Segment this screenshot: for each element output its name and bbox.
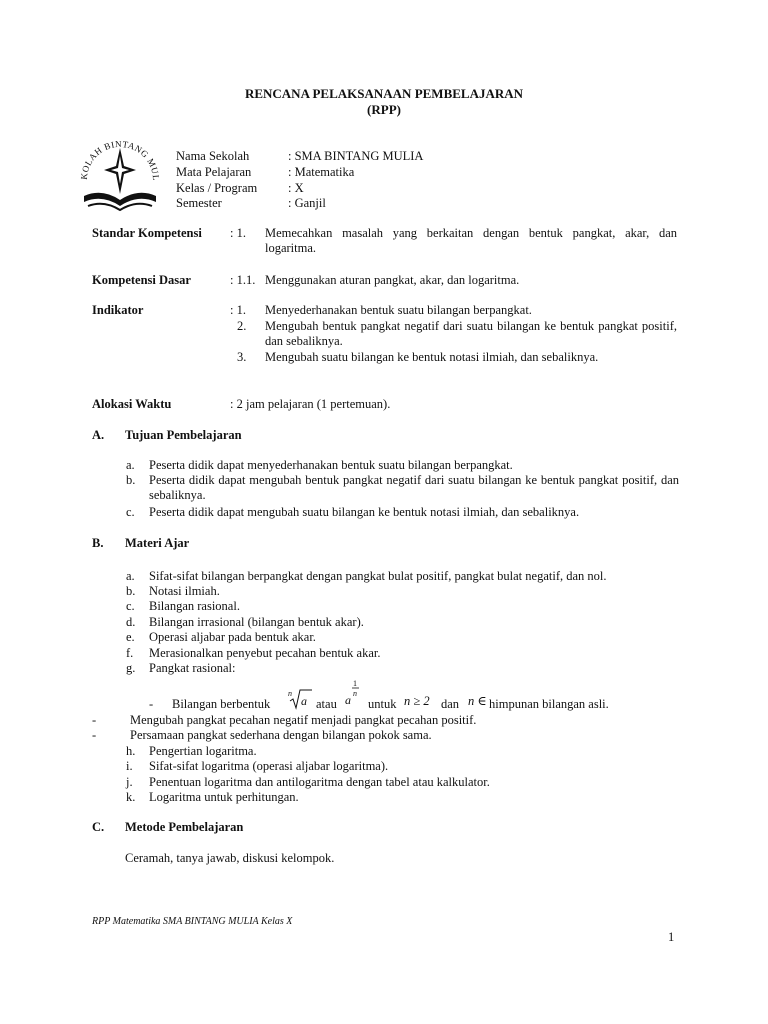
list-item: Peserta didik dapat menyederhanakan bentuk suatu bilangan berpangkat. xyxy=(149,458,513,472)
page-footer: RPP Matematika SMA BINTANG MULIA Kelas X xyxy=(92,916,293,927)
alokasi-text: : 2 jam pelajaran (1 pertemuan). xyxy=(230,397,391,411)
list-letter: k. xyxy=(126,790,136,804)
svg-text:n: n xyxy=(353,689,357,698)
list-item: Sifat-sifat logaritma (operasi aljabar logaritma). xyxy=(149,759,389,773)
list-letter: i. xyxy=(126,759,133,773)
info-row-school xyxy=(176,149,576,165)
kompetensi-label: Kompetensi Dasar xyxy=(92,273,191,287)
list-letter: b. xyxy=(126,473,136,487)
indikator-num: 2. xyxy=(237,319,247,333)
list-item: Pangkat rasional: xyxy=(149,661,236,675)
standar-label: Standar Kompetensi xyxy=(92,226,202,240)
list-item: Operasi aljabar pada bentuk akar. xyxy=(149,630,316,644)
info-label: Nama Sekolah xyxy=(176,149,250,163)
standar-text: Memecahkan masalah yang berkaitan dengan bentuk pangkat, akar, dan logaritma. xyxy=(265,226,677,255)
list-letter: c. xyxy=(126,505,135,519)
section-c-title: Metode Pembelajaran xyxy=(125,820,244,834)
info-value: : Ganjil xyxy=(288,196,326,210)
dash-marker: - xyxy=(92,713,97,727)
list-letter: e. xyxy=(126,630,135,644)
school-logo xyxy=(74,128,164,218)
kompetensi-text: Menggunakan aturan pangkat, akar, dan logaritma. xyxy=(265,273,520,287)
document-subtitle: (RPP) xyxy=(367,102,401,117)
indikator-item: Mengubah suatu bilangan ke bentuk notasi ilmiah, dan sebaliknya. xyxy=(265,350,599,364)
info-label: Semester xyxy=(176,196,222,210)
alokasi-label: Alokasi Waktu xyxy=(92,397,172,411)
list-item: Bilangan irrasional (bilangan bentuk akar). xyxy=(149,615,364,629)
indikator-num: : 1. xyxy=(230,303,246,317)
indikator-label: Indikator xyxy=(92,303,144,317)
sub-text: Bilangan berbentuk xyxy=(172,697,271,711)
section-c-letter: C. xyxy=(92,820,105,834)
list-item: Sifat-sifat bilangan berpangkat dengan pangkat bulat positif, pangkat bulat negatif, dan nol. xyxy=(149,569,607,583)
standar-num: : 1. xyxy=(230,226,246,240)
info-value: : SMA BINTANG MULIA xyxy=(288,149,424,163)
sub-dash: - xyxy=(149,697,154,711)
list-letter: j. xyxy=(126,775,133,789)
document-title: RENCANA PELAKSANAAN PEMBELAJARAN xyxy=(244,86,524,101)
list-item: Logaritma untuk perhitungan. xyxy=(149,790,299,804)
sub-text: dan xyxy=(441,697,460,711)
list-letter: g. xyxy=(126,661,136,675)
condition-formula: n ≥ 2 xyxy=(404,694,430,708)
info-value: : X xyxy=(288,181,304,195)
indikator-item: Mengubah bentuk pangkat negatif dari suatu bilangan ke bentuk pangkat positif, dan sebaliknya. xyxy=(265,319,677,348)
kompetensi-num: : 1.1. xyxy=(230,273,256,287)
info-row-class xyxy=(176,181,576,197)
list-item: Bilangan rasional. xyxy=(149,599,240,613)
list-item: Penentuan logaritma dan antilogaritma dengan tabel atau kalkulator. xyxy=(149,775,490,789)
nth-root-formula xyxy=(287,687,313,715)
list-letter: f. xyxy=(126,646,134,660)
rational-power-formula xyxy=(344,676,364,716)
sub-text: atau xyxy=(316,697,337,711)
section-b-title: Materi Ajar xyxy=(125,536,190,550)
svg-text:n: n xyxy=(288,689,292,698)
dash-item: Persamaan pangkat sederhana dengan bilangan pokok sama. xyxy=(130,728,432,742)
list-letter: b. xyxy=(126,584,136,598)
indikator-item: Menyederhanakan bentuk suatu bilangan berpangkat. xyxy=(265,303,532,317)
info-value: : Matematika xyxy=(288,165,355,179)
info-row-semester xyxy=(176,196,576,212)
list-letter: a. xyxy=(126,569,135,583)
list-letter: a. xyxy=(126,458,135,472)
page-number: 1 xyxy=(668,930,675,944)
info-label: Mata Pelajaran xyxy=(176,165,252,179)
info-label: Kelas / Program xyxy=(176,181,258,195)
section-b-letter: B. xyxy=(92,536,104,550)
list-item: Merasionalkan penyebut pecahan bentuk akar. xyxy=(149,646,381,660)
info-row-subject xyxy=(176,165,576,181)
list-letter: c. xyxy=(126,599,135,613)
method-text: Ceramah, tanya jawab, diskusi kelompok. xyxy=(125,851,335,865)
list-item: Notasi ilmiah. xyxy=(149,584,220,598)
list-letter: d. xyxy=(126,615,136,629)
dash-marker: - xyxy=(92,728,97,742)
svg-text:1: 1 xyxy=(353,679,357,688)
list-letter: h. xyxy=(126,744,136,758)
dash-item: Mengubah pangkat pecahan negatif menjadi pangkat pecahan positif. xyxy=(130,713,477,727)
section-a-title: Tujuan Pembelajaran xyxy=(125,428,242,442)
list-item: Peserta didik dapat mengubah suatu bilangan ke bentuk notasi ilmiah, dan sebaliknya. xyxy=(149,505,580,519)
list-item: Pengertian logaritma. xyxy=(149,744,257,758)
list-item: Peserta didik dapat mengubah bentuk pangkat negatif dari suatu bilangan ke bentuk pangkat positif, dan sebaliknya. xyxy=(149,473,679,502)
element-of-formula: n ∈ xyxy=(468,694,487,708)
section-a-letter: A. xyxy=(92,428,105,442)
logo-text: KOLAH BINTANG MUL xyxy=(78,138,162,182)
sub-text: himpunan bilangan asli. xyxy=(489,697,609,711)
svg-text:a: a xyxy=(301,694,307,708)
svg-text:a: a xyxy=(345,693,351,707)
sub-text: untuk xyxy=(368,697,397,711)
indikator-num: 3. xyxy=(237,350,247,364)
